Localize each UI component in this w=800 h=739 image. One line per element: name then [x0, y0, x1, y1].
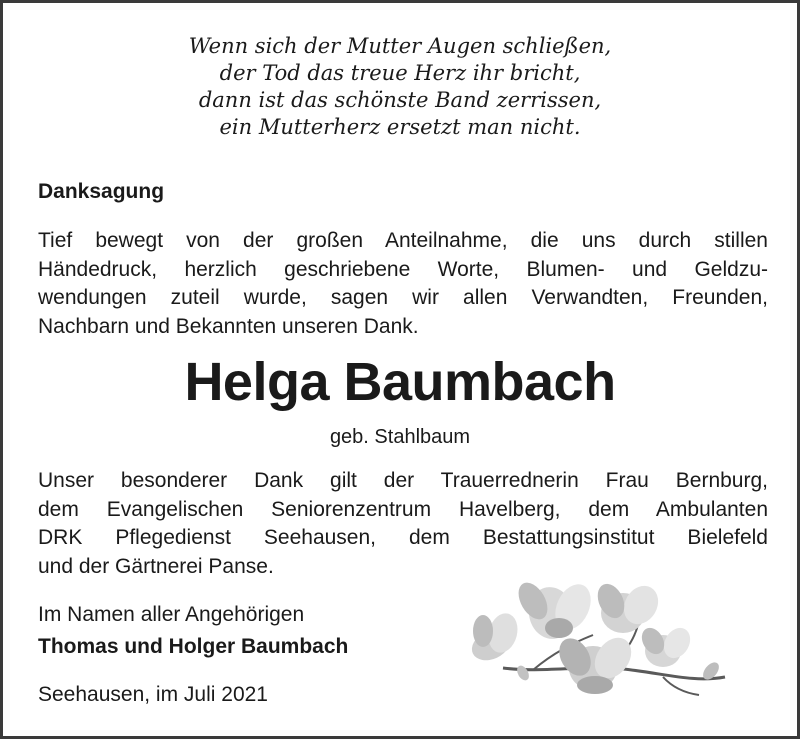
- place-date: Seehausen, im Juli 2021: [38, 683, 268, 706]
- signature-names: Thomas und Holger Baumbach: [38, 635, 349, 658]
- poem-line: Wenn sich der Mutter Augen schließen,: [188, 34, 612, 58]
- poem-line: der Tod das treue Herz ihr bricht,: [219, 61, 581, 85]
- thanks-line: DRK Pflegedienst Seehausen, dem Bestattungsinstitut Bielefeld: [38, 526, 768, 550]
- signature-intro: Im Namen aller Angehörigen: [38, 603, 305, 626]
- intro-line: Tief bewegt von der großen Anteilnahme, die uns durch stillen: [38, 229, 768, 252]
- poem: [3, 33, 797, 141]
- thanks-line: und der Gärtnerei Panse.: [38, 555, 274, 579]
- poem-line: dann ist das schönste Band zerrissen,: [198, 88, 602, 112]
- magnolia-branch-icon: [463, 573, 733, 713]
- thanks-paragraph: [38, 467, 768, 582]
- intro-line: Händedruck, herzlich geschriebene Worte, Blumen- und Geldzu-: [38, 257, 768, 281]
- intro-line: wendungen zuteil wurde, sagen wir allen Verwandten, Freunden,: [38, 286, 768, 310]
- maiden-name: geb. Stahlbaum: [329, 426, 471, 448]
- poem-line: ein Mutterherz ersetzt man nicht.: [219, 115, 581, 139]
- thanks-line: dem Evangelischen Seniorenzentrum Havelberg, dem Ambulanten: [38, 497, 768, 521]
- heading: Danksagung: [38, 180, 165, 203]
- intro-line: Nachbarn und Bekannten unseren Dank.: [38, 315, 419, 339]
- thanks-line: Unser besonderer Dank gilt der Trauerrednerin Frau Bernburg,: [38, 469, 768, 492]
- intro-paragraph: [38, 227, 768, 342]
- deceased-name: Helga Baumbach: [184, 352, 616, 412]
